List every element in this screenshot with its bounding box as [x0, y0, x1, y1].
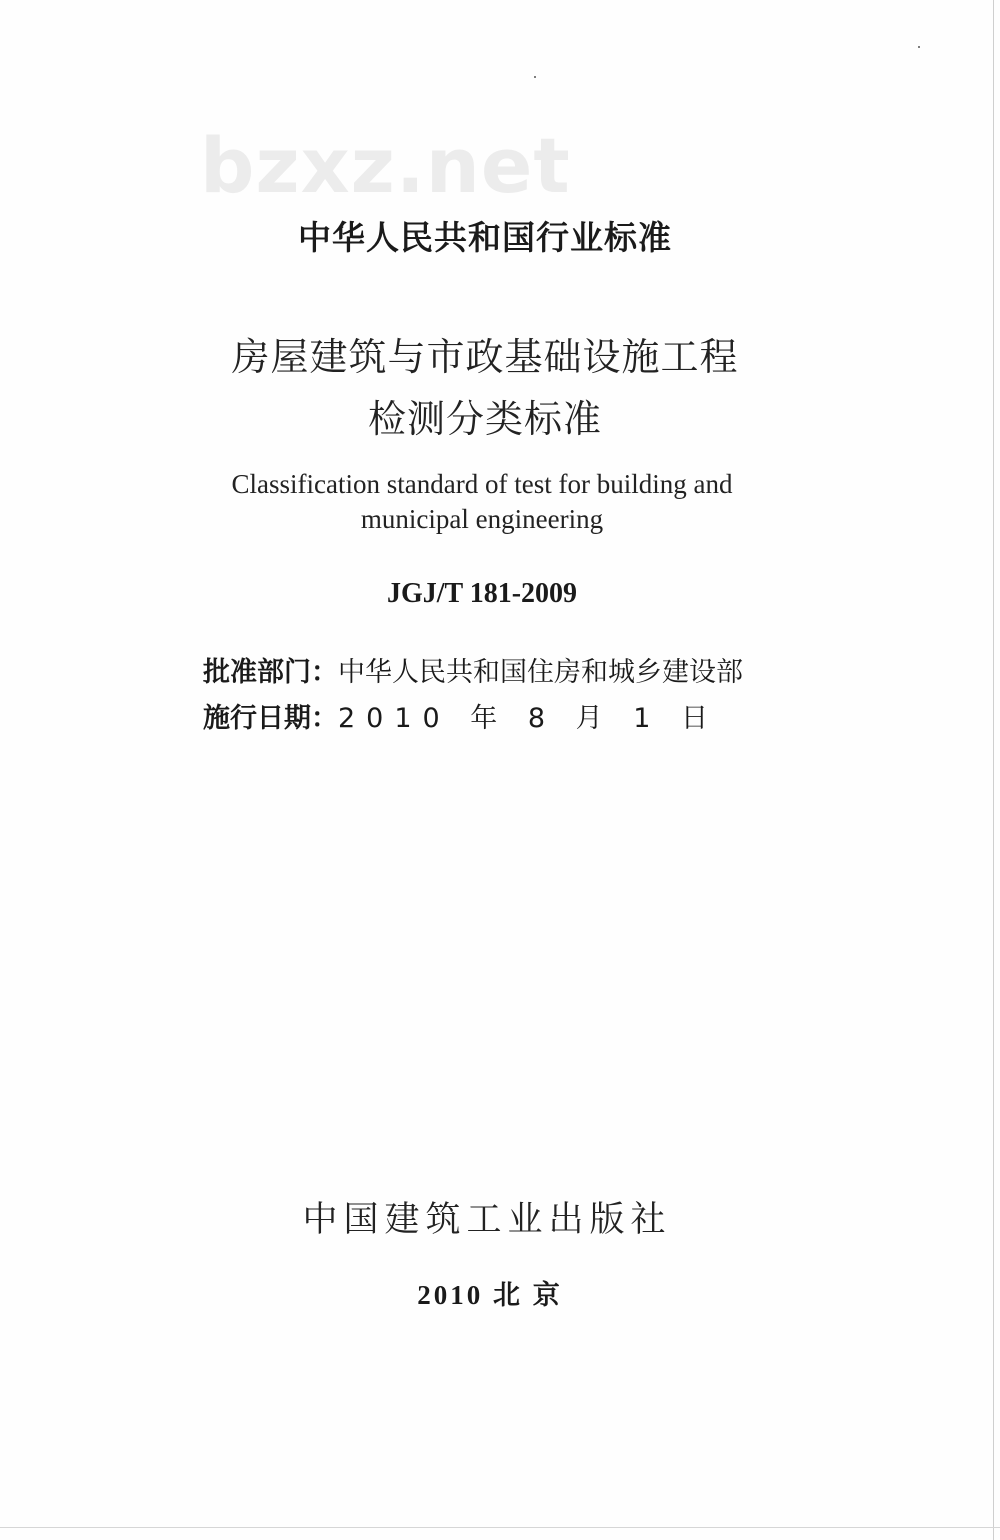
effective-date-value: 2010 年 8 月 1 日: [338, 703, 719, 734]
standard-code: JGJ/T 181-2009: [386, 578, 578, 609]
scan-speck: [534, 76, 536, 78]
document-title-line-2: 检测分类标准: [367, 397, 602, 441]
industry-standard-heading: 中华人民共和国行业标准: [298, 218, 672, 257]
approval-row: [203, 650, 743, 689]
place-year: 2010 北 京: [417, 1280, 563, 1310]
page-edge-right: [993, 0, 994, 1540]
approval-value: 中华人民共和国住房和城乡建设部: [338, 657, 743, 688]
page-edge-bottom: [0, 1527, 1000, 1528]
english-title-line-2: municipal engineering: [360, 504, 604, 534]
publisher: 中国建筑工业出版社: [302, 1200, 672, 1240]
approval-label: 批准部门：: [203, 657, 338, 688]
document-title-line-1: 房屋建筑与市政基础设施工程: [231, 335, 739, 379]
effective-date-label: 施行日期：: [203, 703, 338, 734]
watermark: bzxz.net: [200, 121, 571, 210]
scan-speck: [918, 46, 920, 48]
english-title-line-1: Classification standard of test for building and: [231, 469, 733, 499]
effective-date-row: [203, 696, 719, 735]
